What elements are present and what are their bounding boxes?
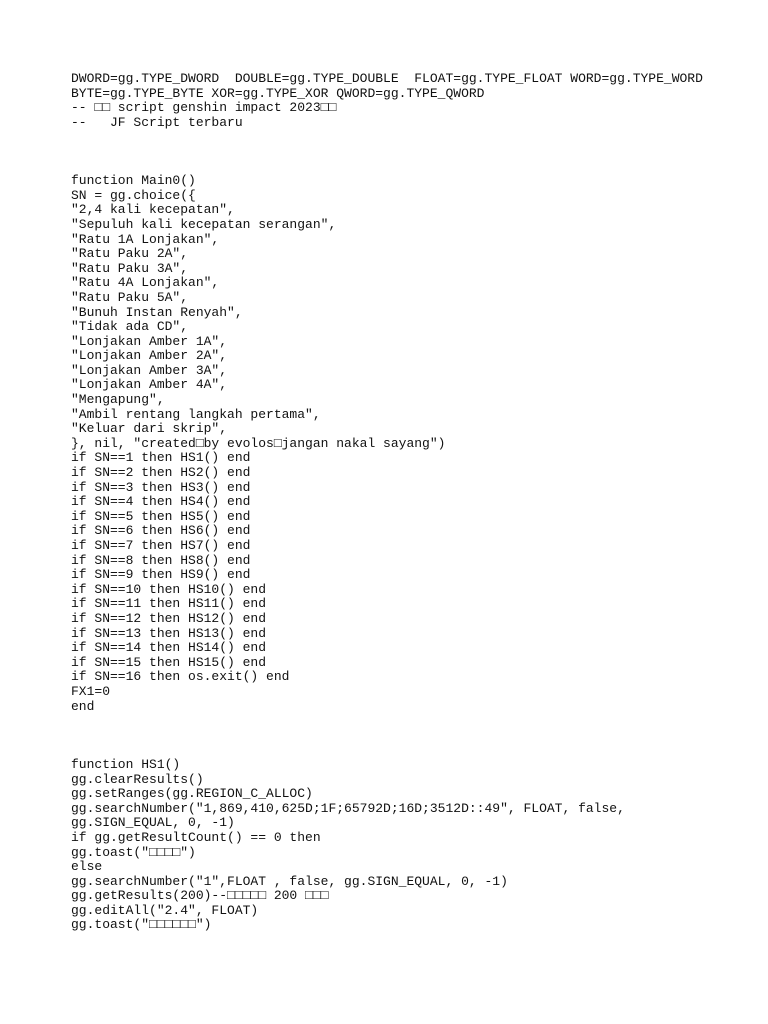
- code-line: "2,4 kali kecepatan",: [71, 202, 235, 218]
- code-line: "Lonjakan Amber 2A",: [71, 348, 228, 364]
- code-line: "Tidak ada CD",: [71, 319, 189, 335]
- code-line: if SN==8 then HS8() end: [71, 552, 251, 568]
- code-line: "Lonjakan Amber 3A",: [71, 362, 228, 378]
- code-line: gg.searchNumber("1,869,410,625D;1F;65792D;16D;3512D::49", FLOAT, false,: [71, 800, 625, 816]
- code-line: "Lonjakan Amber 1A",: [71, 333, 228, 349]
- code-line: "Ratu 1A Lonjakan",: [71, 231, 220, 247]
- header-block: [71, 72, 761, 130]
- code-line: gg.editAll("2.4", FLOAT): [71, 902, 259, 918]
- document-page: [71, 72, 761, 933]
- code-line: gg.clearResults(): [71, 771, 204, 787]
- code-line: "Ambil rentang langkah pertama",: [71, 406, 321, 422]
- code-line: gg.getResults(200)--□□□□□ 200 □□□: [71, 888, 329, 904]
- code-line: "Bunuh Instan Renyah",: [71, 304, 243, 320]
- code-line: if SN==13 then HS13() end: [71, 625, 267, 641]
- code-line: if SN==7 then HS7() end: [71, 538, 251, 554]
- code-line: function Main0(): [71, 173, 196, 189]
- code-line: BYTE=gg.TYPE_BYTE XOR=gg.TYPE_XOR QWORD=gg.TYPE_QWORD: [71, 85, 485, 101]
- code-line: if SN==1 then HS1() end: [71, 450, 251, 466]
- code-line: "Keluar dari skrip",: [71, 421, 228, 437]
- code-line: "Lonjakan Amber 4A",: [71, 377, 228, 393]
- code-line: }, nil, "created□by evolos□jangan nakal sayang"): [71, 435, 446, 451]
- code-line: gg.SIGN_EQUAL, 0, -1): [71, 815, 235, 831]
- hs1-function-block: [71, 758, 761, 933]
- code-line: "Ratu 4A Lonjakan",: [71, 275, 220, 291]
- code-line: if SN==3 then HS3() end: [71, 479, 251, 495]
- code-line: DWORD=gg.TYPE_DWORD DOUBLE=gg.TYPE_DOUBLE FLOAT=gg.TYPE_FLOAT WORD=gg.TYPE_WORD: [71, 71, 703, 86]
- code-line: if SN==6 then HS6() end: [71, 523, 251, 539]
- code-line: end: [71, 698, 95, 714]
- code-line: gg.toast("□□□□"): [71, 844, 196, 860]
- code-line: gg.searchNumber("1",FLOAT , false, gg.SIGN_EQUAL, 0, -1): [71, 873, 508, 889]
- blank-space: [71, 130, 761, 174]
- code-line: if SN==15 then HS15() end: [71, 654, 267, 670]
- blank-space: [71, 714, 761, 758]
- code-line: "Sepuluh kali kecepatan serangan",: [71, 216, 337, 232]
- code-line: if SN==4 then HS4() end: [71, 494, 251, 510]
- code-line: "Ratu Paku 3A",: [71, 260, 189, 276]
- code-line: -- JF Script terbaru: [71, 114, 243, 130]
- code-line: if SN==16 then os.exit() end: [71, 669, 290, 685]
- code-line: if SN==11 then HS11() end: [71, 596, 267, 612]
- code-line: -- □□ script genshin impact 2023□□: [71, 100, 337, 116]
- code-line: if SN==5 then HS5() end: [71, 508, 251, 524]
- code-line: "Ratu Paku 2A",: [71, 246, 189, 262]
- main-function-block: [71, 174, 761, 714]
- code-line: if SN==2 then HS2() end: [71, 465, 251, 481]
- code-line: function HS1(): [71, 756, 181, 772]
- code-line: if SN==10 then HS10() end: [71, 581, 267, 597]
- code-line: else: [71, 859, 103, 875]
- code-line: if SN==12 then HS12() end: [71, 610, 267, 626]
- code-line: SN = gg.choice({: [71, 187, 196, 203]
- code-line: if SN==14 then HS14() end: [71, 640, 267, 656]
- code-line: "Ratu Paku 5A",: [71, 289, 189, 305]
- code-line: FX1=0: [71, 683, 111, 699]
- code-line: if SN==9 then HS9() end: [71, 567, 251, 583]
- code-line: gg.toast("□□□□□□"): [71, 917, 212, 933]
- code-line: gg.setRanges(gg.REGION_C_ALLOC): [71, 786, 313, 802]
- code-line: if gg.getResultCount() == 0 then: [71, 829, 321, 845]
- code-line: "Mengapung",: [71, 392, 165, 408]
